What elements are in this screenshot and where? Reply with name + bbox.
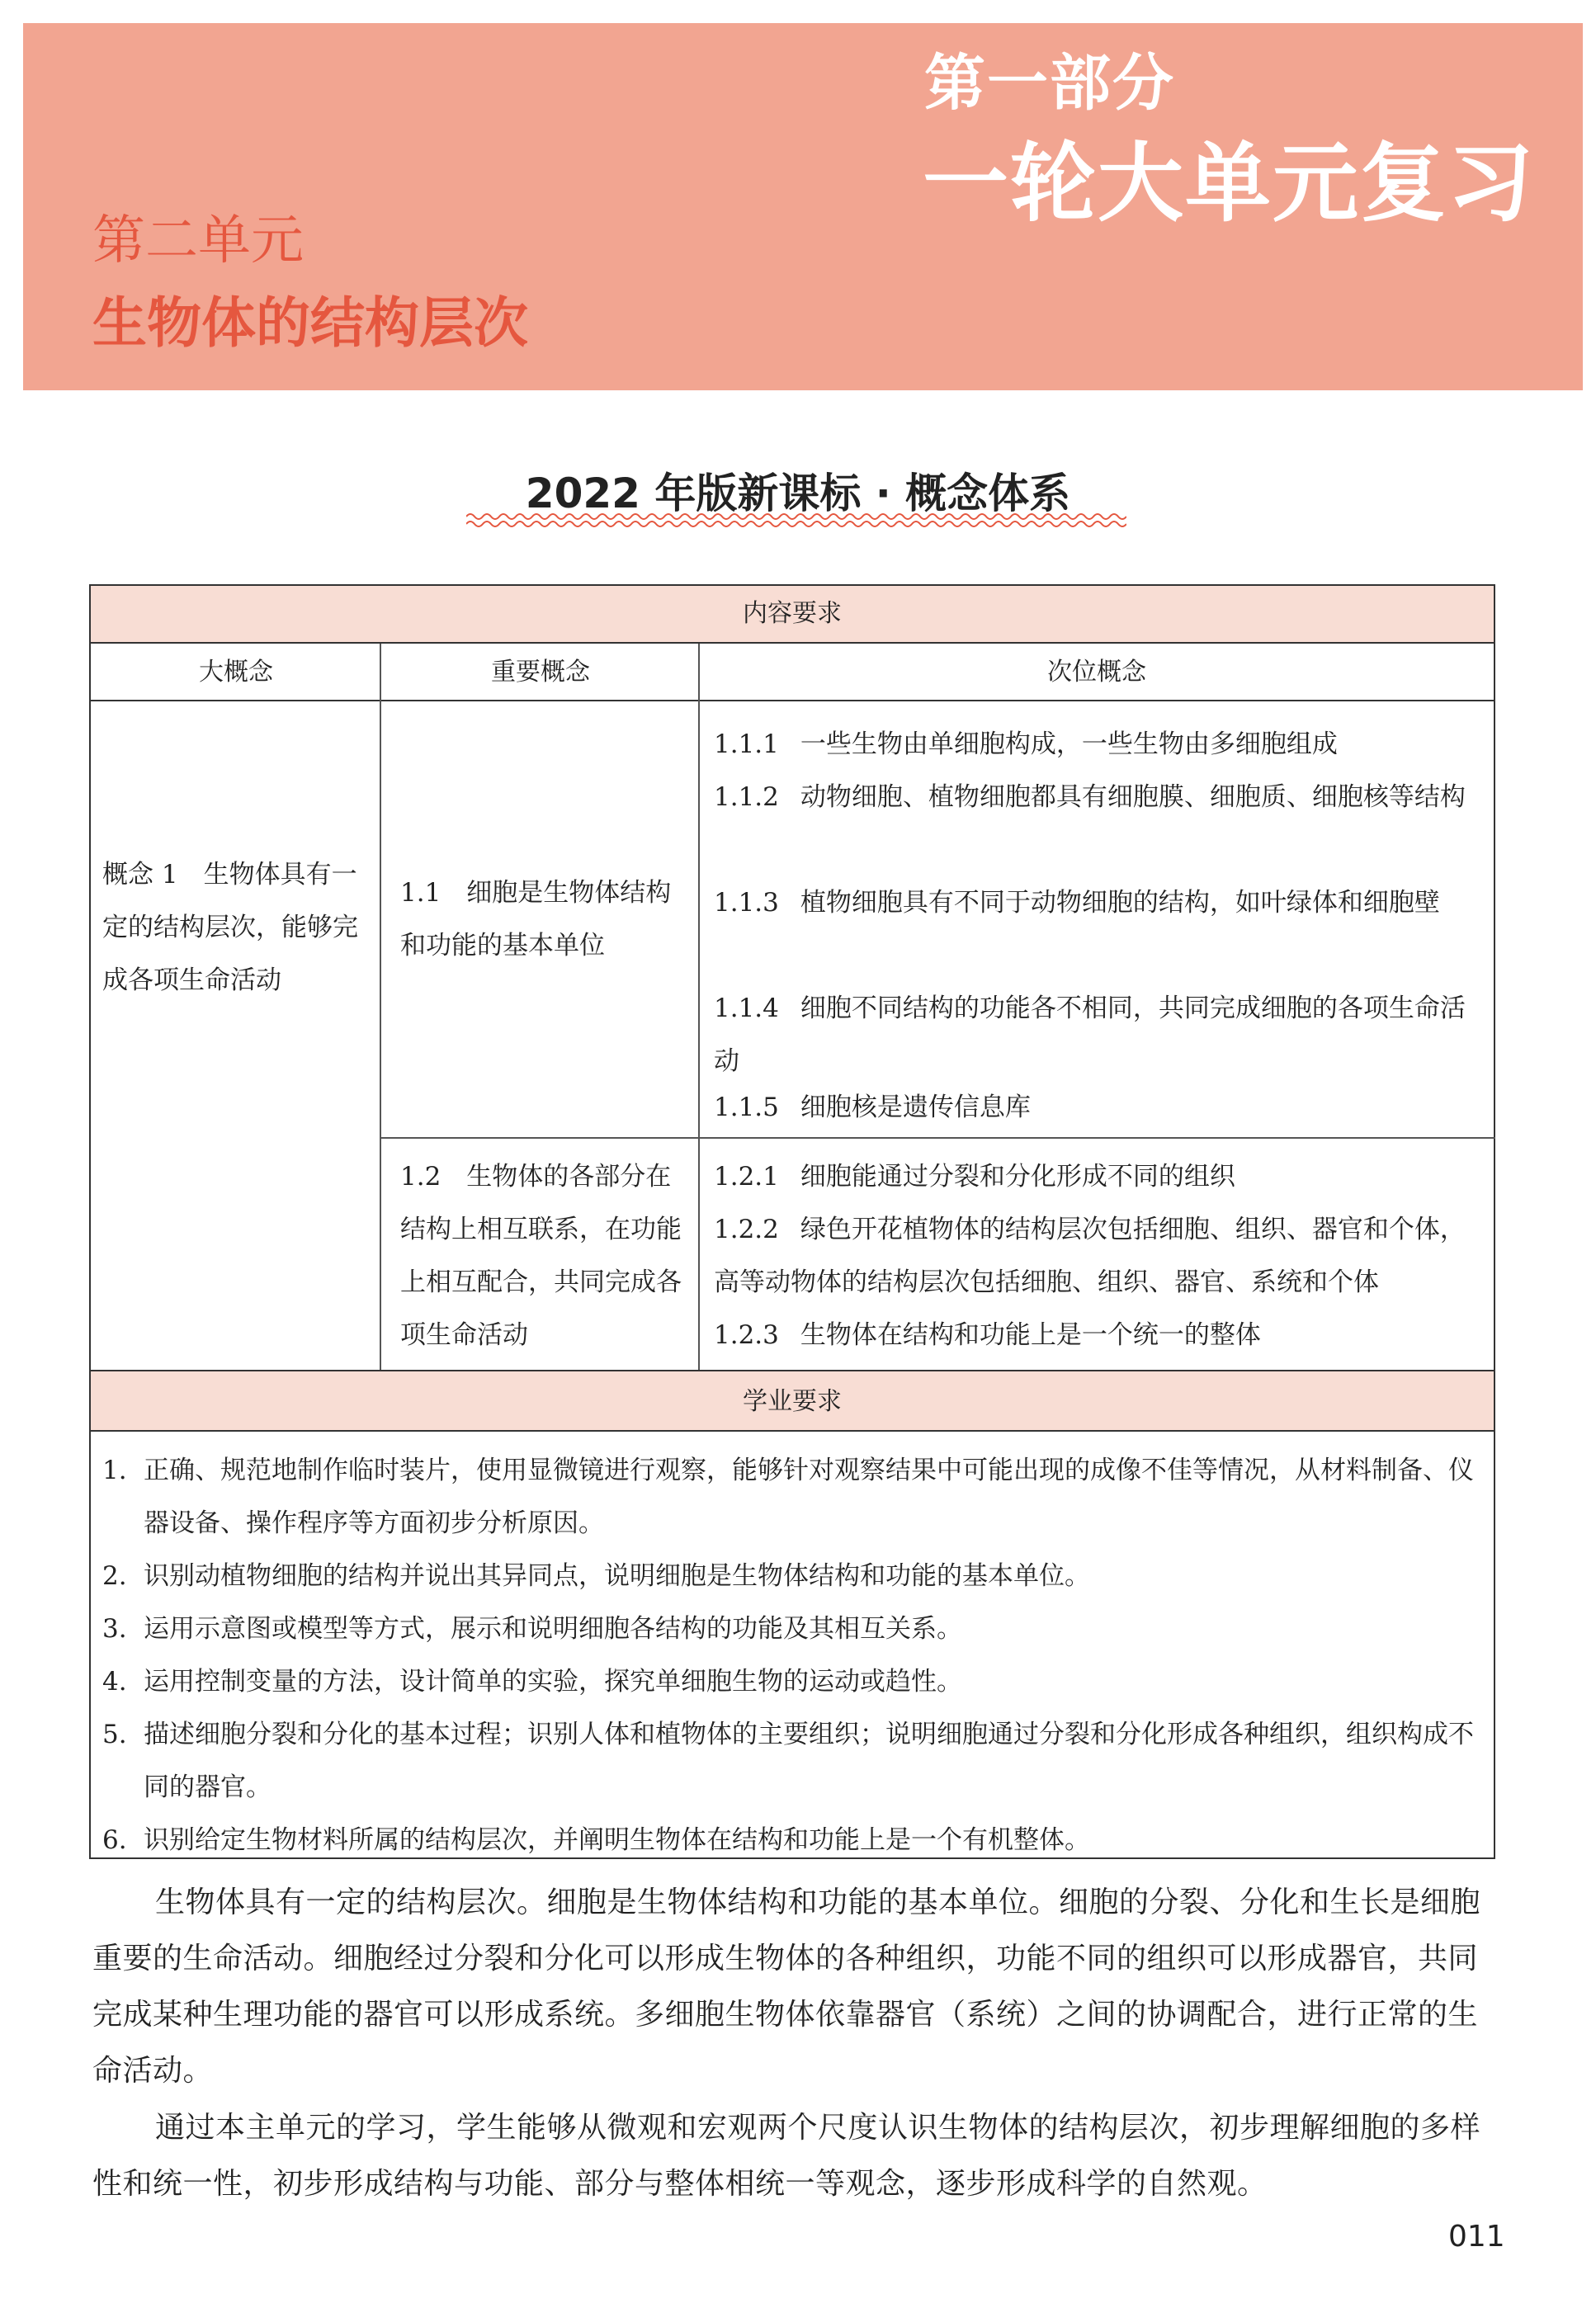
list-item: 1. 正确、规范地制作临时装片，使用显微镜进行观察，能够针对观察结果中可能出现的成像不佳等情况，从材料制备、仪器设备、操作程序等方面初步分析原因。 <box>102 1456 1474 1538</box>
sub-concept-text: 一些生物由单细胞构成，一些生物由多细胞组成 <box>800 729 1338 759</box>
column-header-big-concept: 大概念 <box>91 644 381 701</box>
sub-concept-item <box>714 718 1485 771</box>
sub-concept-code: 1.2.1 <box>714 1162 779 1192</box>
sub-concept-code: 1.1.2 <box>714 782 779 812</box>
sub-concept-item <box>714 771 1485 824</box>
list-item: 2. 识别动植物细胞的结构并说出其异同点，说明细胞是生物体结构和功能的基本单位。 <box>102 1561 1090 1591</box>
big-concept-cell: 概念 1 生物体具有一定的结构层次，能够完成各项生命活动 <box>102 860 358 995</box>
content-requirements-header: 内容要求 <box>91 586 1494 644</box>
sub-concept-text: 动物细胞、植物细胞都具有细胞膜、细胞质、细胞核等结构 <box>800 782 1466 812</box>
sub-concept-code: 1.1.4 <box>714 994 779 1023</box>
column-divider <box>698 644 700 1370</box>
list-item: 3. 运用示意图或模型等方式，展示和说明细胞各结构的功能及其相互关系。 <box>102 1614 962 1644</box>
wavy-underline <box>466 512 1126 530</box>
sub-concept-text: 细胞核是遗传信息库 <box>800 1093 1031 1122</box>
part-label: 第一部分 <box>924 48 1175 119</box>
body-paragraph: 通过本主单元的学习，学生能够从微观和宏观两个尺度认识生物体的结构层次，初步理解细胞的多样性和统一性，初步形成结构与功能、部分与整体相统一等观念，逐步形成科学的自然观。 <box>92 2111 1481 2201</box>
important-concept-1-2: 1.2 生物体的各部分在结构上相互联系，在功能上相互配合，共同完成各项生命活动 <box>400 1162 682 1350</box>
sub-concept-text: 生物体在结构和功能上是一个统一的整体 <box>800 1320 1261 1350</box>
sub-concept-code: 1.2.2 <box>714 1215 779 1244</box>
sub-concept-code: 1.2.3 <box>714 1320 779 1350</box>
list-item: 5. 描述细胞分裂和分化的基本过程；识别人体和植物体的主要组织；说明细胞通过分裂和分化形成各种组织，组织构成不同的器官。 <box>102 1720 1474 1802</box>
sub-concept-item <box>714 982 1485 1088</box>
academic-requirements-header: 学业要求 <box>91 1370 1494 1432</box>
academic-requirements-list <box>102 1444 1480 1867</box>
section-heading: 2022 年版新课标 · 概念体系 <box>525 470 1071 517</box>
sub-concept-text: 细胞不同结构的功能各不相同，共同完成细胞的各项生命活动 <box>714 994 1466 1076</box>
sub-concept-code: 1.1.3 <box>714 888 779 918</box>
row-divider <box>380 1137 1495 1139</box>
sub-concept-item <box>714 876 1485 929</box>
page-number: 011 <box>1448 2220 1505 2254</box>
sub-concept-code: 1.1.1 <box>714 729 779 759</box>
sub-concept-text: 植物细胞具有不同于动物细胞的结构，如叶绿体和细胞壁 <box>800 888 1440 918</box>
list-item: 4. 运用控制变量的方法，设计简单的实验，探究单细胞生物的运动或趋性。 <box>102 1667 962 1697</box>
sub-concept-code: 1.1.5 <box>714 1093 779 1122</box>
sub-concept-item <box>714 1150 1485 1203</box>
unit-label: 第二单元 <box>92 210 304 271</box>
concept-table <box>89 584 1495 1859</box>
sub-concept-item <box>714 1309 1485 1362</box>
sub-concept-text: 绿色开花植物体的结构层次包括细胞、组织、器官和个体，高等动物体的结构层次包括细胞、组织、器官、系统和个体 <box>714 1215 1466 1297</box>
sub-concept-item <box>714 1081 1485 1134</box>
column-header-sub-concept: 次位概念 <box>700 644 1494 701</box>
sub-concept-text: 细胞能通过分裂和分化形成不同的组织 <box>800 1162 1235 1192</box>
unit-title: 生物体的结构层次 <box>92 291 528 355</box>
column-header-important-concept: 重要概念 <box>381 644 700 701</box>
sub-concept-item <box>714 1203 1485 1309</box>
body-paragraph: 生物体具有一定的结构层次。细胞是生物体结构和功能的基本单位。细胞的分裂、分化和生长是细胞重要的生命活动。细胞经过分裂和分化可以形成生物体的各种组织，功能不同的组织可以形成器官，共同完成某种生理功能的器官可以形成系统。多细胞生物体依靠器官（系统）之间的协调配合，进行正常的生命活动。 <box>92 1886 1481 2088</box>
column-divider <box>380 644 381 1370</box>
important-concept-1-1: 1.1 细胞是生物体结构和功能的基本单位 <box>400 878 672 960</box>
list-item: 6. 识别给定生物材料所属的结构层次，并阐明生物体在结构和功能上是一个有机整体。 <box>102 1825 1090 1855</box>
part-title: 一轮大单元复习 <box>923 133 1536 234</box>
